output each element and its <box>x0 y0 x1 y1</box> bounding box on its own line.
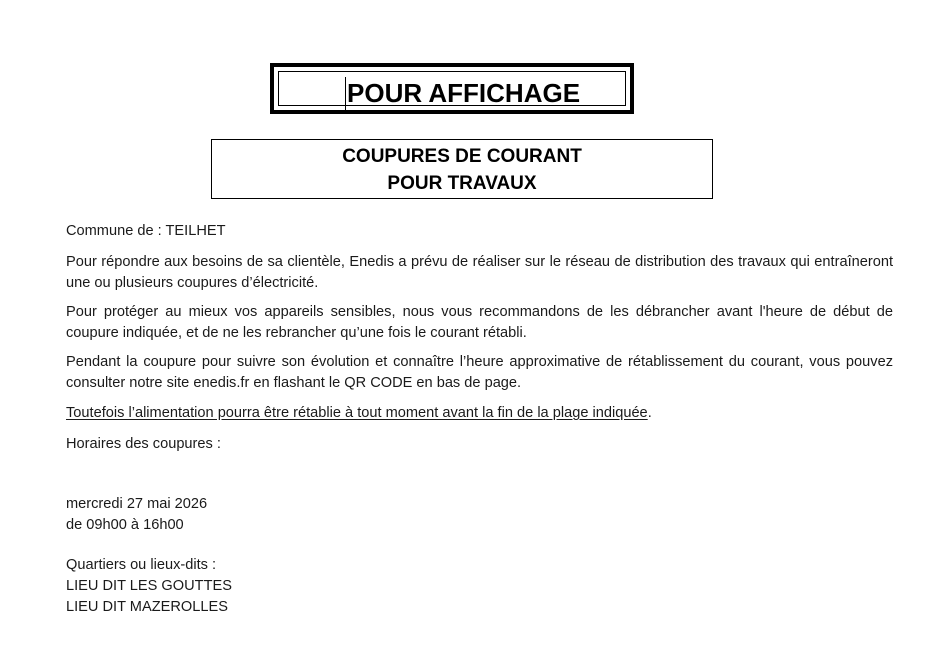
text-cursor <box>345 77 346 112</box>
title-inner-frame <box>278 71 626 106</box>
subtitle-line-1: COUPURES DE COURANT <box>342 146 582 167</box>
location-item: LIEU DIT MAZEROLLES <box>66 599 228 615</box>
title-frame <box>270 63 634 114</box>
schedule-date: mercredi 27 mai 2026 <box>66 496 208 512</box>
page-title: POUR AFFICHAGE <box>347 78 581 108</box>
commune-line: Commune de : TEILHET <box>66 223 226 239</box>
schedule-time: de 09h00 à 16h00 <box>66 517 184 533</box>
notice-period: . <box>647 405 652 421</box>
intro-paragraph: Pour répondre aux besoins de sa clientèle, Enedis a prévu de réaliser sur le réseau de distribution des travaux qui entraîneront une ou plusieurs coupures d’électricité. <box>66 254 893 291</box>
subtitle-line-2: POUR TRAVAUX <box>387 173 537 194</box>
schedule-label: Horaires des coupures : <box>66 436 221 452</box>
locations-label: Quartiers ou lieux-dits : <box>66 557 217 573</box>
location-item: LIEU DIT LES GOUTTES <box>66 578 232 594</box>
notice-underlined-text: Toutefois l’alimentation pourra être rétablie à tout moment avant la fin de la plage indiquée <box>66 405 648 421</box>
follow-paragraph: Pendant la coupure pour suivre son évolution et connaître l’heure approximative de rétablissement du courant, vous pouvez consulter notre site enedis.fr en flashant le QR CODE en bas de page. <box>66 354 893 391</box>
notice-paragraph <box>66 403 893 424</box>
protect-paragraph: Pour protéger au mieux vos appareils sensibles, nous vous recommandons de les débrancher avant l'heure de début de coupure indiquée, et de ne les rebrancher qu’une fois le courant rétabli. <box>66 304 893 341</box>
subtitle-frame <box>211 139 713 199</box>
